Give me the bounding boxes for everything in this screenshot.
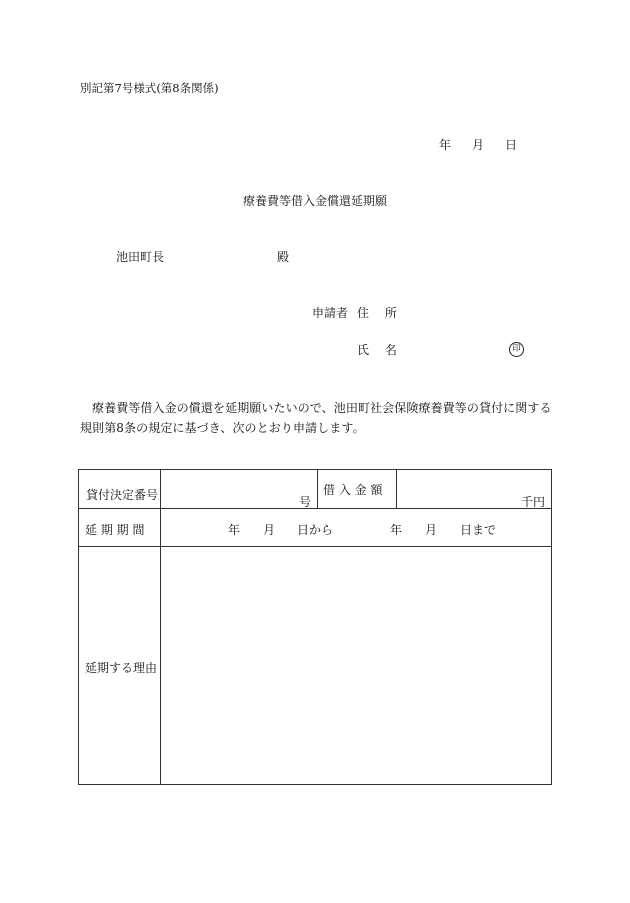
- date-line: [439, 136, 517, 153]
- period-to-year: 年: [390, 523, 403, 537]
- body-paragraph: 療養費等借入金の償還を延期願いたいので、池田町社会保険療養費等の貸付に関する規則第8条の規定に基づき、次のとおり申請します。: [80, 401, 552, 435]
- date-year: 年: [439, 138, 452, 152]
- period-from-year: 年: [228, 523, 241, 537]
- loan-row: [79, 470, 552, 509]
- reason-label-cell: [79, 547, 161, 785]
- application-table: [78, 469, 552, 785]
- period-from-month: 月: [263, 523, 276, 537]
- loan-amount-label-cell: [318, 470, 397, 509]
- loan-amount-unit: 千円: [520, 495, 545, 509]
- addressee: 池田町長: [116, 250, 165, 264]
- address-label: 住 所: [357, 306, 403, 320]
- date-day: 日: [505, 138, 518, 152]
- loan-number-label-cell: [79, 470, 161, 509]
- seal-mark: 印: [509, 342, 524, 357]
- period-to-month: 月: [425, 523, 438, 537]
- loan-number-unit: 号: [298, 495, 311, 509]
- period-label: 延 期 期 間: [85, 523, 145, 537]
- loan-number-cell[interactable]: [161, 470, 318, 509]
- loan-amount-cell[interactable]: [397, 470, 552, 509]
- reason-label: 延期する理由: [85, 661, 158, 675]
- date-month: 月: [472, 138, 485, 152]
- honorific: 殿: [277, 250, 290, 264]
- period-label-cell: [79, 509, 161, 547]
- loan-number-label: 貸付決定番号: [86, 488, 159, 502]
- period-from-day: 日から: [297, 523, 334, 537]
- period-to-day: 日まで: [460, 523, 497, 537]
- reason-cell[interactable]: [161, 547, 552, 785]
- applicant-label: 申請者: [312, 306, 349, 320]
- period-row: [79, 509, 552, 547]
- loan-amount-label: 借 入 金 額: [323, 483, 383, 497]
- name-label: 氏 名: [357, 343, 403, 357]
- period-cell[interactable]: [161, 509, 552, 547]
- form-number: 別記第7号様式(第8条関係): [80, 81, 219, 95]
- reason-row: [79, 547, 552, 785]
- document-title: 療養費等借入金償還延期願: [242, 194, 387, 208]
- body-text: [80, 398, 555, 438]
